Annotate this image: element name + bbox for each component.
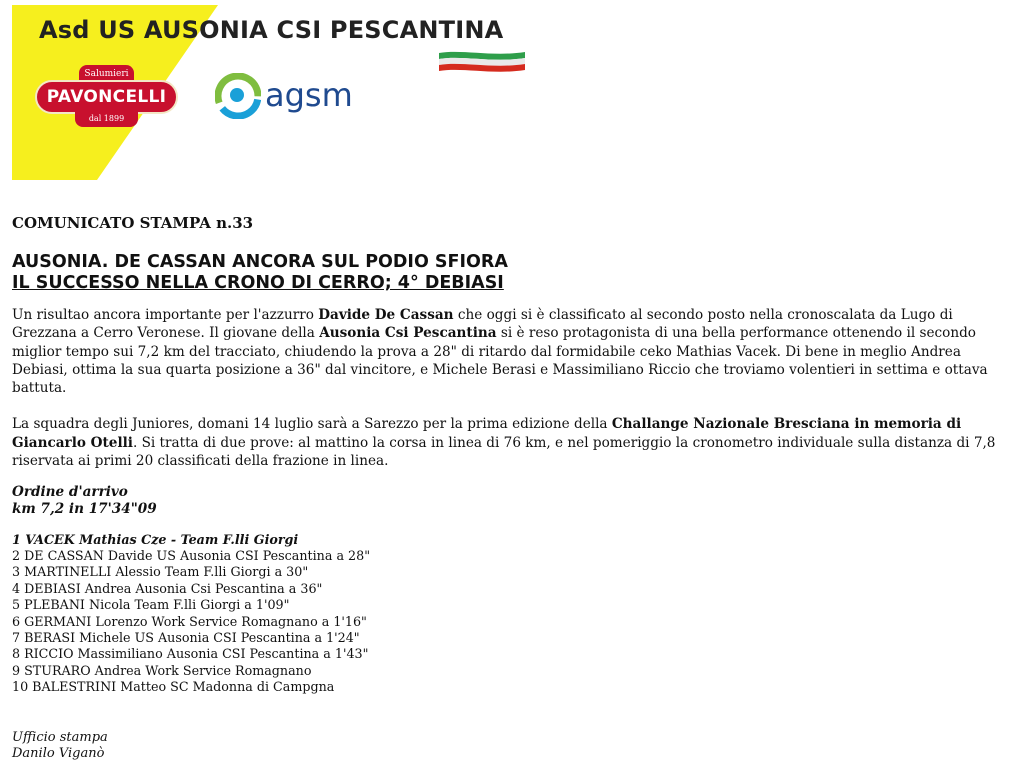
press-office-label: Ufficio stampa [12, 729, 108, 745]
header-banner [12, 5, 532, 180]
headline-line-2: IL SUCCESSO NELLA CRONO DI CERRO; 4° DEBIASI [12, 273, 504, 293]
paragraph-1-athlete: Davide De Cassan [318, 307, 454, 323]
order-heading [12, 484, 1012, 517]
result-row: 8 RICCIO Massimiliano Ausonia CSI Pescantina a 1'43" [12, 646, 369, 662]
paragraph-1-text: Un risultao ancora importante per l'azzurro [12, 307, 319, 323]
result-row: 5 PLEBANI Nicola Team F.lli Giorgi a 1'09" [12, 597, 290, 613]
pavoncelli-top-label: Salumieri [79, 65, 134, 83]
pavoncelli-name: PAVONCELLI [46, 87, 167, 107]
press-office-signature [12, 730, 1012, 763]
pavoncelli-since-label: dal 1899 [75, 111, 138, 127]
result-row: 10 BALESTRINI Matteo SC Madonna di Campgna [12, 679, 335, 695]
result-row: 4 DEBIASI Andrea Ausonia Csi Pescantina a 36" [12, 580, 323, 596]
press-release [12, 214, 1012, 763]
order-subtitle: km 7,2 in 17'34"09 [12, 500, 157, 517]
result-row: 3 MARTINELLI Alessio Team F.lli Giorgi a 30" [12, 564, 309, 580]
paragraph-2-text: . Si tratta di due prove: al mattino la corsa in linea di 76 km, e nel pomeriggio la cronometro individuale sulla distanza di 7,8 riservata ai primi 20 classificati della frazione in linea. [12, 434, 996, 470]
agsm-logo [215, 71, 375, 121]
agsm-name: agsm [265, 76, 353, 114]
pavoncelli-main-badge [35, 80, 178, 114]
press-officer-name: Danilo Viganò [12, 746, 105, 762]
paragraph-1-text: si è reso protagonista di una bella performance ottenendo il secondo miglior tempo sui 7,2 km del tracciato, chiudendo la prova a 28" di ritardo dal formidabile ceko Mathias Vacek. Di bene in meglio Andrea Debiasi, ottima la sua quarta posizione a 36" dal vincitore, e Michele Berasi e Massimiliano Riccio che troviamo volentieri in settima e ottava battuta. [12, 325, 988, 397]
headline [12, 252, 1012, 294]
paragraph-1 [12, 306, 1012, 397]
result-row: 6 GERMANI Lorenzo Work Service Romagnano a 1'16" [12, 613, 367, 629]
results-list [12, 532, 1012, 696]
paragraph-1-text: che oggi si è classificato al secondo posto nella cronoscalata da Lugo di Grezzana a Cerro Veronese. Il giovane della [12, 307, 953, 342]
agsm-swirl-icon [215, 73, 261, 119]
result-row: 1 VACEK Mathias Cze - Team F.lli Giorgi [12, 531, 299, 547]
paragraph-2-text: La squadra degli Juniores, domani 14 luglio sarà a Sarezzo per la prima edizione della [12, 416, 612, 433]
paragraph-1-team: Ausonia Csi Pescantina [319, 325, 497, 342]
result-row: 9 STURARO Andrea Work Service Romagnano [12, 662, 312, 678]
paragraph-2 [12, 415, 1012, 470]
result-row: 7 BERASI Michele US Ausonia CSI Pescantina a 1'24" [12, 630, 360, 645]
order-title: Ordine d'arrivo [12, 484, 128, 501]
result-row: 2 DE CASSAN Davide US Ausonia CSI Pescantina a 28" [12, 547, 371, 563]
paragraph-2-event: Challange Nazionale Bresciana in memoria di Giancarlo Otelli [12, 416, 962, 451]
press-release-number: COMUNICATO STAMPA n.33 [12, 214, 254, 232]
club-title: Asd US AUSONIA CSI PESCANTINA [39, 16, 504, 44]
italian-flag-ribbon-icon [437, 49, 527, 75]
headline-line-1: AUSONIA. DE CASSAN ANCORA SUL PODIO SFIORA [12, 252, 508, 272]
pavoncelli-logo [35, 65, 178, 129]
